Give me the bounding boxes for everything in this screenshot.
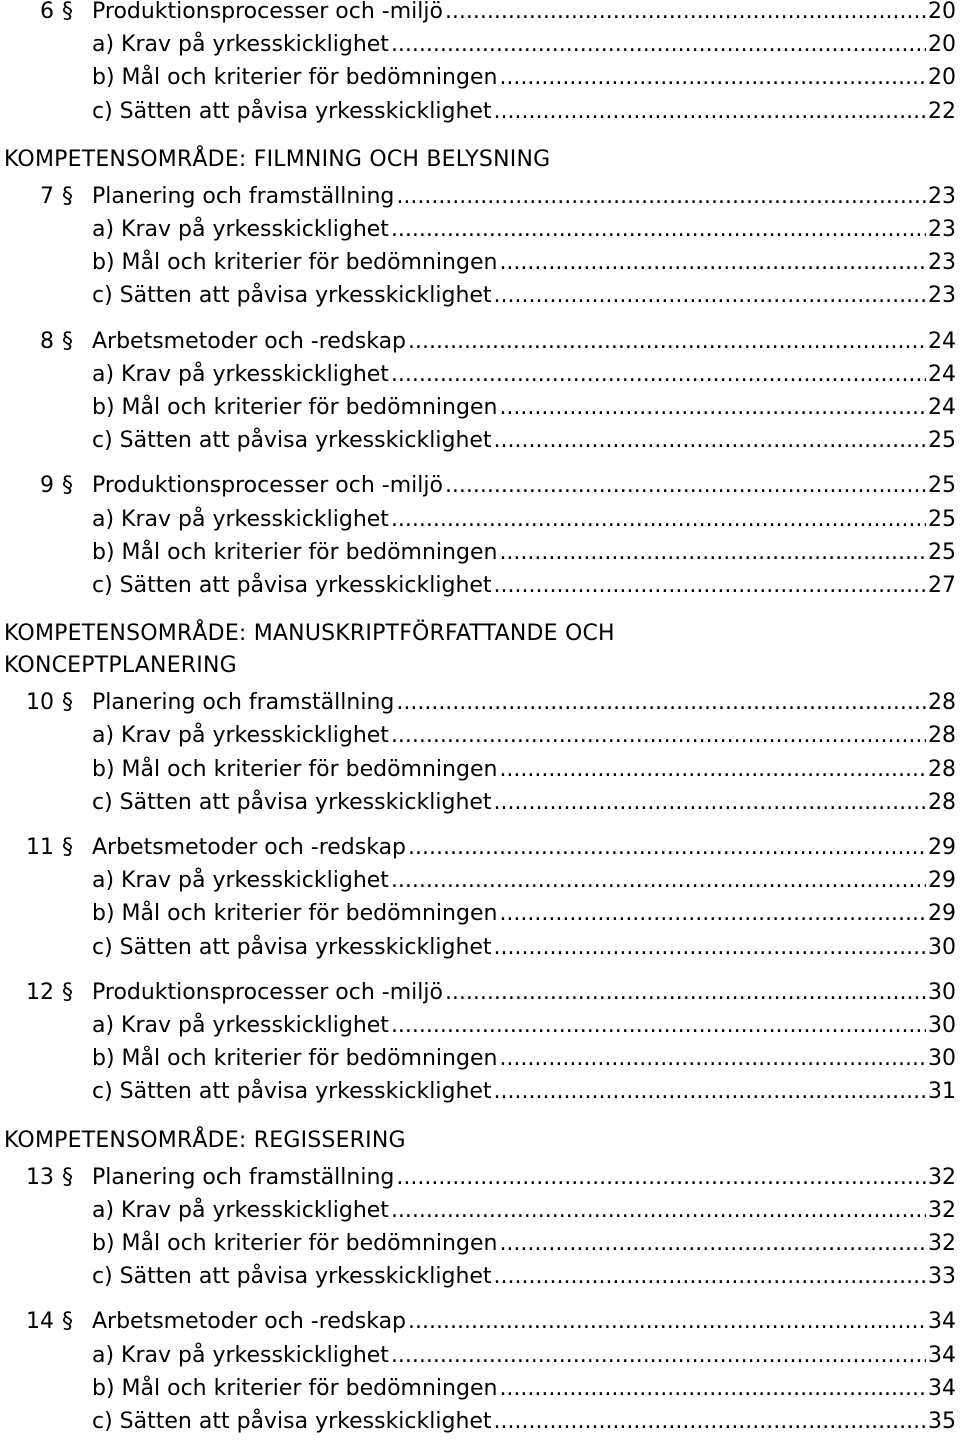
toc-entry (92, 1408, 956, 1436)
toc-subsection-row (0, 504, 960, 536)
toc-page-number: 30 (928, 934, 956, 960)
toc-page-number: 28 (928, 789, 956, 815)
toc-section-row (0, 687, 960, 719)
toc-entry (92, 282, 956, 310)
dot-leader (499, 756, 926, 784)
toc-subsection-row (0, 359, 960, 391)
dot-leader (494, 1408, 926, 1436)
toc-entry-title: a) Krav på yrkesskicklighet (92, 1013, 389, 1038)
toc-entry (92, 216, 956, 244)
toc-subsection-row (0, 570, 960, 602)
toc-section-row (0, 1306, 960, 1338)
toc-subsection-row (0, 1261, 960, 1293)
section-symbol: § (62, 1309, 73, 1335)
toc-entry (92, 1263, 956, 1291)
toc-entry-title: a) Krav på yrkesskicklighet (92, 32, 389, 58)
toc-entry (92, 722, 956, 750)
toc-entry-title: c) Sätten att påvisa yrkesskicklighet (92, 98, 492, 124)
toc-subsection-row (0, 29, 960, 61)
toc-entry-title: b) Mål och kriterier för bedömningen (92, 1046, 498, 1072)
toc-entry-title: b) Mål och kriterier för bedömningen (92, 395, 498, 420)
toc-entry (92, 979, 956, 1007)
dot-leader (391, 506, 926, 534)
section-symbol: § (62, 0, 73, 24)
toc-page-number: 23 (928, 217, 956, 242)
toc-entry-title: a) Krav på yrkesskicklighet (92, 506, 389, 532)
toc-entry-title: a) Krav på yrkesskicklighet (92, 1197, 389, 1223)
dot-leader (499, 1230, 926, 1258)
section-number: 7 (40, 183, 54, 209)
toc-entry (92, 1012, 956, 1040)
toc-entry (92, 1045, 956, 1073)
dot-leader (391, 31, 926, 59)
toc-subsection-row (0, 720, 960, 752)
dot-leader (499, 1045, 926, 1073)
competence-area-heading: KOMPETENSOMRÅDE: MANUSKRIPTFÖRFATTANDE OCH (4, 621, 615, 647)
section-symbol: § (62, 1164, 73, 1190)
competence-area-heading: KONCEPTPLANERING (4, 653, 237, 679)
toc-subsection-row (0, 214, 960, 246)
toc-subsection-row (0, 1195, 960, 1227)
toc-entry-title: Produktionsprocesser och -miljö (92, 473, 443, 499)
toc-page-number: 29 (928, 835, 956, 860)
dot-leader (408, 834, 926, 862)
dot-leader (396, 1164, 926, 1192)
dot-leader (445, 979, 926, 1007)
toc-entry-title: a) Krav på yrkesskicklighet (92, 217, 389, 242)
toc-entry-title: a) Krav på yrkesskicklighet (92, 361, 389, 387)
section-symbol: § (62, 473, 73, 499)
toc-entry (92, 1308, 956, 1336)
toc-page-number: 24 (928, 395, 956, 420)
section-symbol: § (62, 835, 73, 860)
toc-entry-title: Arbetsmetoder och -redskap (92, 1309, 407, 1335)
toc-page-number: 30 (928, 1046, 956, 1072)
toc-section-row (0, 832, 960, 864)
toc-entry-title: c) Sätten att påvisa yrkesskicklighet (92, 1409, 492, 1434)
toc-subsection-row (0, 1228, 960, 1260)
toc-page-number: 23 (928, 283, 956, 309)
section-number: 9 (40, 473, 54, 499)
toc-entry-title: Produktionsprocesser och -miljö (92, 979, 443, 1005)
toc-entry (92, 394, 956, 422)
toc-subsection-row (0, 787, 960, 819)
dot-leader (494, 1078, 926, 1106)
section-number: 11 (26, 835, 54, 860)
dot-leader (494, 789, 926, 817)
toc-entry (92, 834, 956, 862)
toc-page-number: 25 (928, 539, 956, 565)
dot-leader (499, 539, 926, 567)
section-symbol: § (62, 328, 73, 354)
dot-leader (499, 64, 926, 92)
toc-entry (92, 539, 956, 567)
toc-section-row (0, 977, 960, 1009)
toc-subsection-row (0, 537, 960, 569)
toc-entry-title: Arbetsmetoder och -redskap (92, 835, 407, 860)
dot-leader (408, 328, 926, 356)
toc-entry (92, 64, 956, 92)
toc-subsection-row (0, 1406, 960, 1438)
section-number: 14 (26, 1309, 54, 1335)
toc-page-number: 22 (928, 98, 956, 124)
competence-area-heading: KOMPETENSOMRÅDE: FILMNING OCH BELYSNING (4, 146, 551, 172)
dot-leader (391, 1197, 926, 1225)
toc-page-number: 30 (928, 979, 956, 1005)
toc-entry (92, 1230, 956, 1258)
toc-page-number: 20 (928, 32, 956, 58)
toc-page-number: 32 (928, 1197, 956, 1223)
toc-entry (92, 427, 956, 455)
competence-area-heading: KOMPETENSOMRÅDE: REGISSERING (4, 1127, 406, 1153)
toc-entry (92, 900, 956, 928)
toc-entry (92, 789, 956, 817)
dot-leader (391, 1342, 926, 1370)
toc-section-row (0, 181, 960, 213)
toc-page-number: 28 (928, 756, 956, 782)
toc-entry (92, 1078, 956, 1106)
toc-entry-title: b) Mål och kriterier för bedömningen (92, 250, 498, 276)
dot-leader (494, 98, 926, 126)
toc-subsection-row (0, 1373, 960, 1405)
dot-leader (494, 1263, 926, 1291)
toc-entry-title: c) Sätten att påvisa yrkesskicklighet (92, 1264, 492, 1290)
toc-page-number: 24 (928, 328, 956, 354)
toc-page-number: 35 (928, 1409, 956, 1434)
toc-entry (92, 1342, 956, 1370)
dot-leader (408, 1308, 926, 1336)
section-number: 12 (26, 979, 54, 1005)
toc-entry (92, 756, 956, 784)
dot-leader (499, 1375, 926, 1403)
section-symbol: § (62, 183, 73, 209)
dot-leader (391, 722, 926, 750)
toc-entry-title: b) Mål och kriterier för bedömningen (92, 539, 498, 565)
toc-page-number: 23 (928, 250, 956, 276)
toc-page-number: 32 (928, 1231, 956, 1256)
toc-entry-title: b) Mål och kriterier för bedömningen (92, 1231, 498, 1256)
dot-leader (391, 361, 926, 389)
toc-entry-title: Planering och framställning (92, 1164, 395, 1190)
dot-leader (396, 689, 926, 717)
toc-entry-title: c) Sätten att påvisa yrkesskicklighet (92, 1079, 492, 1105)
toc-entry-title: a) Krav på yrkesskicklighet (92, 868, 389, 894)
toc-subsection-row (0, 392, 960, 424)
toc-subsection-row (0, 280, 960, 312)
dot-leader (445, 472, 926, 500)
toc-subsection-row (0, 898, 960, 930)
dot-leader (494, 572, 926, 600)
toc-entry (92, 31, 956, 59)
toc-entry (92, 689, 956, 717)
toc-section-row (0, 0, 960, 28)
toc-entry-title: Planering och framställning (92, 183, 395, 209)
dot-leader (499, 249, 926, 277)
toc-subsection-row (0, 96, 960, 128)
dot-leader (499, 900, 926, 928)
section-symbol: § (62, 690, 73, 716)
section-number: 6 (40, 0, 54, 24)
toc-entry-title: Produktionsprocesser och -miljö (92, 0, 443, 24)
toc-subsection-row (0, 754, 960, 786)
toc-entry (92, 0, 956, 26)
toc-entry-title: c) Sätten att påvisa yrkesskicklighet (92, 283, 492, 309)
toc-page-number: 25 (928, 428, 956, 454)
toc-entry (92, 506, 956, 534)
toc-section-row (0, 470, 960, 502)
toc-entry (92, 361, 956, 389)
toc-entry (92, 98, 956, 126)
dot-leader (391, 1012, 926, 1040)
toc-page-number: 29 (928, 901, 956, 927)
toc-page-number: 25 (928, 506, 956, 532)
section-number: 13 (26, 1164, 54, 1190)
toc-page-number: 28 (928, 723, 956, 749)
toc-entry-title: Arbetsmetoder och -redskap (92, 328, 407, 354)
toc-entry-title: a) Krav på yrkesskicklighet (92, 1342, 389, 1368)
dot-leader (396, 183, 926, 211)
toc-page-number: 31 (928, 1079, 956, 1105)
toc-entry (92, 572, 956, 600)
toc-subsection-row (0, 932, 960, 964)
toc-entry-title: c) Sätten att påvisa yrkesskicklighet (92, 573, 492, 598)
toc-entry (92, 1197, 956, 1225)
toc-page-number: 24 (928, 361, 956, 387)
toc-section-row (0, 1162, 960, 1194)
toc-entry (92, 1375, 956, 1403)
toc-subsection-row (0, 62, 960, 94)
dot-leader (494, 282, 926, 310)
toc-subsection-row (0, 1076, 960, 1108)
toc-page-number: 32 (928, 1164, 956, 1190)
dot-leader (499, 394, 926, 422)
toc-page-number: 20 (928, 65, 956, 91)
toc-page-number: 34 (928, 1309, 956, 1335)
toc-subsection-row (0, 865, 960, 897)
toc-page-number: 27 (928, 573, 956, 598)
section-symbol: § (62, 979, 73, 1005)
section-number: 8 (40, 328, 54, 354)
toc-entry-title: b) Mål och kriterier för bedömningen (92, 65, 498, 91)
toc-page-number: 28 (928, 690, 956, 716)
toc-entry-title: c) Sätten att påvisa yrkesskicklighet (92, 789, 492, 815)
toc-page-number: 20 (928, 0, 956, 24)
dot-leader (445, 0, 926, 26)
toc-subsection-row (0, 247, 960, 279)
toc-entry-title: a) Krav på yrkesskicklighet (92, 723, 389, 749)
toc-subsection-row (0, 1010, 960, 1042)
toc-entry (92, 867, 956, 895)
toc-page-number: 34 (928, 1375, 956, 1401)
dot-leader (494, 934, 926, 962)
toc-subsection-row (0, 1043, 960, 1075)
toc-page-number: 33 (928, 1264, 956, 1290)
toc-page-number: 30 (928, 1013, 956, 1038)
toc-entry (92, 249, 956, 277)
toc-entry-title: b) Mål och kriterier för bedömningen (92, 901, 498, 927)
toc-entry-title: Planering och framställning (92, 690, 395, 716)
toc-entry (92, 1164, 956, 1192)
toc-entry-title: b) Mål och kriterier för bedömningen (92, 756, 498, 782)
toc-entry (92, 934, 956, 962)
toc-section-row (0, 326, 960, 358)
toc-entry-title: c) Sätten att påvisa yrkesskicklighet (92, 934, 492, 960)
dot-leader (391, 216, 926, 244)
dot-leader (391, 867, 926, 895)
dot-leader (494, 427, 926, 455)
toc-page-number: 25 (928, 473, 956, 499)
toc-entry (92, 328, 956, 356)
toc-entry (92, 183, 956, 211)
toc-entry (92, 472, 956, 500)
toc-entry-title: b) Mål och kriterier för bedömningen (92, 1375, 498, 1401)
toc-subsection-row (0, 425, 960, 457)
toc-subsection-row (0, 1340, 960, 1372)
toc-entry-title: c) Sätten att påvisa yrkesskicklighet (92, 428, 492, 454)
toc-page-number: 34 (928, 1342, 956, 1368)
toc-page-number: 23 (928, 183, 956, 209)
toc-page-number: 29 (928, 868, 956, 894)
section-number: 10 (26, 690, 54, 716)
